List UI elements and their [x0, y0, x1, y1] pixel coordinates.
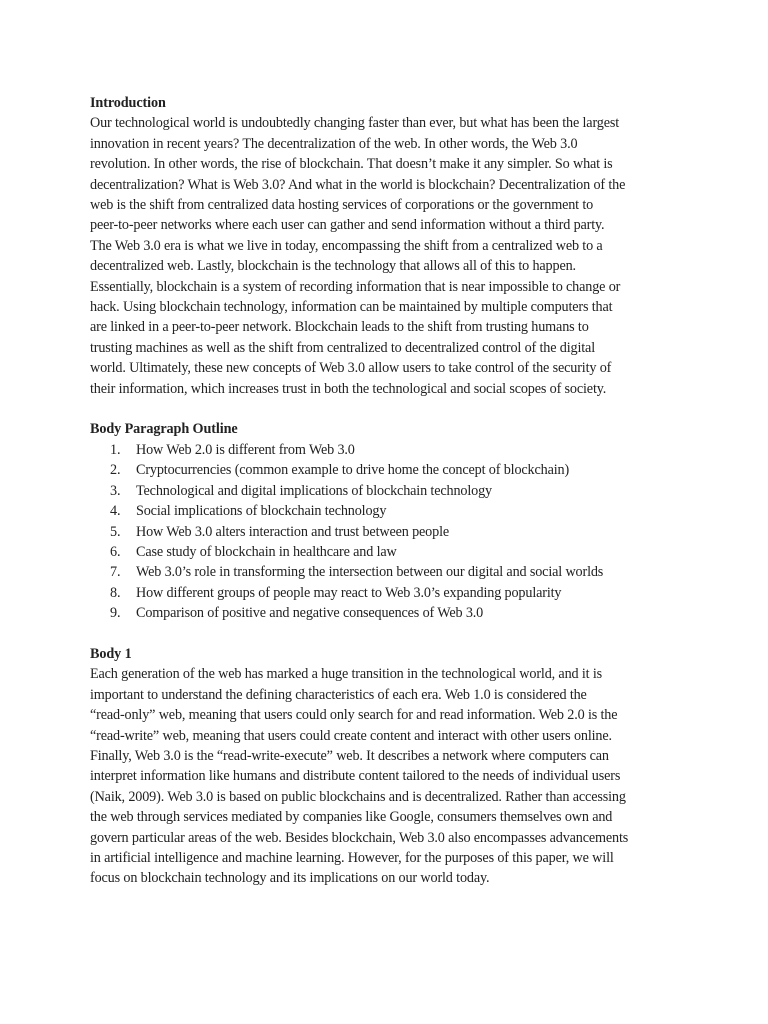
- outline-item: [90, 501, 682, 521]
- intro-line: innovation in recent years? The decentralization of the web. In other words, the Web 3.0: [90, 135, 578, 152]
- outline-item-number: 2.: [110, 462, 121, 479]
- body1-line: important to understand the defining characteristics of each era. Web 1.0 is considered the: [90, 686, 587, 703]
- body1-paragraph: [90, 664, 682, 888]
- intro-line: Essentially, blockchain is a system of recording information that is near impossible to change or: [90, 278, 621, 295]
- body1-heading: Body 1: [90, 645, 132, 662]
- outline-item: [90, 542, 682, 562]
- outline-item-number: 3.: [110, 482, 121, 499]
- intro-line: The Web 3.0 era is what we live in today, encompassing the shift from a centralized web to a: [90, 237, 603, 254]
- outline-item: [90, 603, 682, 623]
- document-page: [90, 93, 682, 889]
- outline-item-number: 7.: [110, 564, 121, 581]
- outline-item: [90, 440, 682, 460]
- body1-line: focus on blockchain technology and its implications on our world today.: [90, 870, 490, 887]
- intro-paragraph: [90, 113, 682, 399]
- outline-item-text: Web 3.0’s role in transforming the intersection between our digital and social worlds: [136, 564, 604, 581]
- intro-line: trusting machines as well as the shift from centralized to decentralized control of the digital: [90, 339, 595, 356]
- intro-line: hack. Using blockchain technology, information can be maintained by multiple computers that: [90, 299, 613, 316]
- outline-item-number: 8.: [110, 584, 121, 601]
- intro-line: decentralized web. Lastly, blockchain is the technology that allows all of this to happen.: [90, 258, 576, 275]
- body1-line: govern particular areas of the web. Besides blockchain, Web 3.0 also encompasses advancements: [90, 829, 629, 846]
- outline-item-text: Case study of blockchain in healthcare and law: [136, 543, 397, 560]
- body1-line: “read-write” web, meaning that users could create content and interact with other users online.: [90, 727, 612, 744]
- outline-item: [90, 583, 682, 603]
- outline-item-number: 1.: [110, 441, 121, 458]
- outline-list: [90, 440, 682, 624]
- body1-line: the web through services mediated by companies like Google, consumers themselves own and: [90, 809, 613, 826]
- outline-item-text: How Web 2.0 is different from Web 3.0: [136, 441, 355, 458]
- body1-line: interpret information like humans and distribute content tailored to the needs of individual users: [90, 768, 621, 785]
- intro-line: decentralization? What is Web 3.0? And what in the world is blockchain? Decentralization of the: [90, 176, 626, 193]
- outline-item-number: 9.: [110, 605, 121, 622]
- outline-item-number: 5.: [110, 523, 121, 540]
- outline-item: [90, 481, 682, 501]
- intro-line: their information, which increases trust in both the technological and social scopes of society.: [90, 380, 607, 397]
- outline-item-text: How different groups of people may react to Web 3.0’s expanding popularity: [136, 584, 562, 601]
- outline-item: [90, 522, 682, 542]
- outline-item-text: Comparison of positive and negative consequences of Web 3.0: [136, 605, 484, 622]
- intro-line: web is the shift from centralized data hosting services of corporations or the government to: [90, 197, 594, 214]
- intro-line: peer-to-peer networks where each user can gather and send information without a third party.: [90, 217, 605, 234]
- outline-item-number: 6.: [110, 543, 121, 560]
- outline-item: [90, 460, 682, 480]
- body1-line: Finally, Web 3.0 is the “read-write-execute” web. It describes a network where computers can: [90, 747, 609, 764]
- intro-heading: Introduction: [90, 95, 166, 111]
- outline-item-text: Social implications of blockchain technology: [136, 503, 387, 520]
- intro-line: world. Ultimately, these new concepts of Web 3.0 allow users to take control of the security of: [90, 360, 612, 377]
- outline-item-text: Cryptocurrencies (common example to drive home the concept of blockchain): [136, 462, 570, 479]
- outline-item-text: Technological and digital implications of blockchain technology: [136, 482, 492, 499]
- outline-item: [90, 562, 682, 582]
- outline-item-text: How Web 3.0 alters interaction and trust between people: [136, 523, 450, 540]
- section-spacer: [90, 399, 682, 419]
- outline-heading: Body Paragraph Outline: [90, 421, 238, 438]
- outline-item-number: 4.: [110, 503, 121, 520]
- body1-line: “read-only” web, meaning that users could only search for and read information. Web 2.0 is the: [90, 707, 618, 724]
- intro-line: revolution. In other words, the rise of blockchain. That doesn’t make it any simpler. So what is: [90, 156, 613, 173]
- body1-line: Each generation of the web has marked a huge transition in the technological world, and it is: [90, 666, 603, 683]
- section-spacer: [90, 624, 682, 644]
- body1-line: in artificial intelligence and machine learning. However, for the purposes of this paper, we will: [90, 850, 614, 866]
- body1-line: (Naik, 2009). Web 3.0 is based on public blockchains and is decentralized. Rather than accessing: [90, 788, 626, 805]
- intro-line: are linked in a peer-to-peer network. Blockchain leads to the shift from trusting humans to: [90, 319, 589, 336]
- intro-line: Our technological world is undoubtedly changing faster than ever, but what has been the largest: [90, 115, 620, 132]
